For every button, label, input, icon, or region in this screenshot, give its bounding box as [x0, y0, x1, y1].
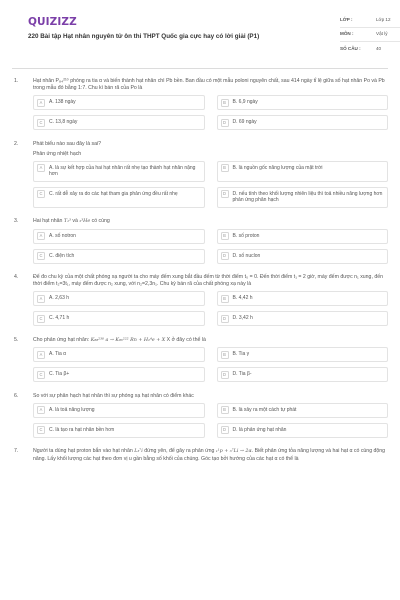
question-text-part: và [72, 218, 78, 225]
math-formula: ₂³He [79, 219, 91, 225]
question-text-part: Hai hạt nhân [33, 218, 63, 225]
option-letter-box: D [221, 119, 229, 127]
answer-option-a[interactable] [33, 291, 205, 306]
answer-options [33, 229, 388, 264]
answer-option-d[interactable] [217, 249, 389, 264]
option-text: C. điện tích [49, 252, 75, 259]
question-number: 5. [14, 336, 19, 343]
answer-options [33, 403, 388, 438]
option-text: C. 13,8 ngày [49, 119, 78, 126]
question-text: Để đo chu kỳ của một chất phóng xạ người ta cho máy đếm xung bắt đầu đếm từ thời điểm t₀ = 0. Đến thời điểm t₁ = 2 giờ, máy đếm được n₁ xung, đến thời điểm t₂=3t₁, máy đếm được n₂ xung, với n₂=2,3n₁. Chu kỳ bán rã của chất phóng xạ này là [33, 274, 383, 288]
answer-option-b[interactable] [217, 229, 389, 244]
answer-option-b[interactable] [217, 291, 389, 306]
answer-option-b[interactable] [217, 347, 389, 362]
question-subtext: Phản ứng nhiệt hạch [33, 150, 82, 157]
answer-option-b[interactable] [217, 161, 389, 182]
option-letter-box: C [37, 119, 45, 127]
option-letter-box: D [221, 315, 229, 323]
meta-value: Lớp 12 [376, 17, 391, 23]
question-text-part: có cùng [91, 218, 110, 225]
question-list [12, 78, 388, 473]
answer-option-c[interactable] [33, 187, 205, 208]
question-number: 3. [14, 218, 19, 225]
option-text: A. 138 ngày [49, 99, 76, 106]
question-5 [12, 337, 388, 382]
option-text: A. số notron [49, 232, 76, 239]
answer-option-a[interactable] [33, 229, 205, 244]
option-letter-box: A [37, 351, 45, 359]
option-text: D. là phản ứng hạt nhân [232, 426, 287, 433]
question-text: So với sự phân hạch hạt nhân thì sự phóng xạ hạt nhân có điểm khác [33, 392, 194, 399]
option-text: D. 69 ngày [232, 119, 257, 126]
answer-option-c[interactable] [33, 423, 205, 438]
question-text [33, 337, 388, 344]
question-number: 1. [14, 78, 19, 84]
question-text-part: Cho phản ứng hạt nhân: [33, 336, 90, 343]
math-formula: T₁³ [63, 219, 71, 225]
math-formula: ₁¹p + ₃⁷Li → 2α [215, 449, 252, 455]
answer-options [33, 347, 388, 382]
question-6 [12, 393, 388, 438]
answer-option-a[interactable] [33, 95, 205, 110]
option-text: D. Tia β- [232, 371, 252, 378]
math-formula: L₃⁷i [134, 449, 143, 455]
option-text: B. là nguồn gốc năng lượng của mặt trời [232, 164, 323, 171]
meta-value: 40 [376, 45, 382, 51]
option-letter-box: B [221, 295, 229, 303]
answer-options [33, 95, 388, 130]
answer-option-a[interactable] [33, 403, 205, 418]
option-letter-box: A [37, 232, 45, 240]
question-number: 4. [14, 274, 19, 281]
option-text: B. 6,9 ngày [232, 99, 258, 106]
answer-option-c[interactable] [33, 249, 205, 264]
option-text: D. số nuclon [232, 252, 261, 259]
option-letter-box: B [221, 232, 229, 240]
option-text: C. 4,71 h [49, 315, 70, 322]
option-letter-box: B [221, 99, 229, 107]
option-text: D. 3,42 h [232, 315, 253, 322]
option-text: C. rất dễ xảy ra do các hạt tham gia phản ứng đều rất nhẹ [49, 190, 178, 197]
option-letter-box: D [221, 426, 229, 434]
header-divider [12, 68, 388, 69]
option-letter-box: C [37, 190, 45, 198]
option-letter-box: A [37, 164, 45, 172]
answer-option-d[interactable] [217, 115, 389, 130]
question-3 [12, 218, 388, 263]
question-text-part: Người ta dùng hạt proton bắn vào hạt nhân [33, 448, 133, 455]
option-letter-box: D [221, 252, 229, 260]
question-4 [12, 274, 388, 326]
question-text-part: . Biết phản ứng tỏa năng lượng và hai hạt α có cùng động năng. Lấy khối lượng các hạt theo đơn vị u gần bằng số khối của chúng. Góc tạo bởi hướng của các hạt α có thể là [33, 448, 386, 462]
option-letter-box: B [221, 351, 229, 359]
answer-option-c[interactable] [33, 311, 205, 326]
option-text: A. Tia α [49, 351, 67, 358]
meta-row-question-count [340, 42, 400, 56]
question-1 [12, 78, 388, 130]
math-formula: K₈₈²³⁰ a → K₈₆²²² Rn + H₂⁴e + X [90, 337, 166, 343]
option-text: B. Tia γ [232, 351, 250, 358]
question-2 [12, 141, 388, 208]
answer-option-b[interactable] [217, 95, 389, 110]
option-text: A. 2,63 h [49, 295, 70, 302]
meta-row-subject [340, 28, 400, 42]
option-letter-box: C [37, 426, 45, 434]
option-text: B. số proton [232, 232, 260, 239]
meta-row-class [340, 14, 400, 28]
question-text: Phát biểu nào sau đây là sai? [33, 140, 102, 147]
meta-label: MÔN : [340, 31, 354, 37]
option-text: A. là sự kết hợp của hai hạt nhân rất nhẹ tạo thành hạt nhân nặng hơn [49, 164, 196, 178]
question-text [33, 448, 388, 462]
option-letter-box: C [37, 252, 45, 260]
answer-option-a[interactable] [33, 161, 205, 182]
meta-value: Vật lý [376, 31, 388, 37]
answer-option-b[interactable] [217, 403, 389, 418]
answer-options [33, 291, 388, 326]
worksheet-title: 220 Bài tập Hạt nhân nguyên tử ôn thi THPT Quốc gia cực hay có lời giải (P1) [28, 33, 260, 40]
option-letter-box: A [37, 406, 45, 414]
worksheet-header [12, 0, 391, 62]
answer-option-c[interactable] [33, 115, 205, 130]
question-text-part: đứng yên, để gây ra phản ứng [144, 448, 215, 455]
question-text-part: X ở đây có thể là [166, 336, 206, 343]
meta-label: SỐ CÂU : [340, 45, 361, 51]
option-text: B. là xảy ra một cách tự phát [232, 406, 297, 413]
question-number: 6. [14, 392, 19, 399]
answer-option-d[interactable] [217, 311, 389, 326]
question-text: Hạt nhân P₈₄²¹⁰ phóng ra tia α và biến thành hạt nhân chì Pb bền. Ban đầu có một mẫu poloni nguyên chất, sau 414 ngày tỉ lệ giữa số hạt nhân Po và Pb trong mẫu đó bằng 1:7. Chu kì bán rã của Po là [33, 78, 385, 92]
question-text [33, 218, 388, 225]
quizizz-logo: QUIZIZZ [28, 16, 77, 28]
meta-label: LỚP : [340, 17, 353, 23]
option-text: C. là tạo ra hạt nhân bền hơn [49, 426, 115, 433]
option-letter-box: C [37, 315, 45, 323]
option-letter-box: D [221, 190, 229, 198]
question-number: 2. [14, 140, 19, 147]
option-letter-box: A [37, 99, 45, 107]
answer-option-a[interactable] [33, 347, 205, 362]
option-letter-box: B [221, 406, 229, 414]
answer-option-d[interactable] [217, 187, 389, 208]
question-7 [12, 448, 388, 462]
option-text: D. nếu tính theo khối lượng nhiên liệu thì toả nhiều năng lượng hơn phản ứng phân hạch [232, 190, 383, 204]
answer-option-d[interactable] [217, 423, 389, 438]
option-letter-box: B [221, 164, 229, 172]
option-text: A. là toả năng lượng [49, 406, 95, 413]
worksheet-meta-table [340, 14, 400, 56]
option-letter-box: C [37, 371, 45, 379]
option-text: C. Tia β+ [49, 371, 70, 378]
option-text: B. 4,42 h [232, 295, 253, 302]
answer-option-d[interactable] [217, 367, 389, 382]
answer-option-c[interactable] [33, 367, 205, 382]
option-letter-box: A [37, 295, 45, 303]
question-number: 7. [14, 448, 19, 455]
option-letter-box: D [221, 371, 229, 379]
answer-options [33, 161, 388, 208]
